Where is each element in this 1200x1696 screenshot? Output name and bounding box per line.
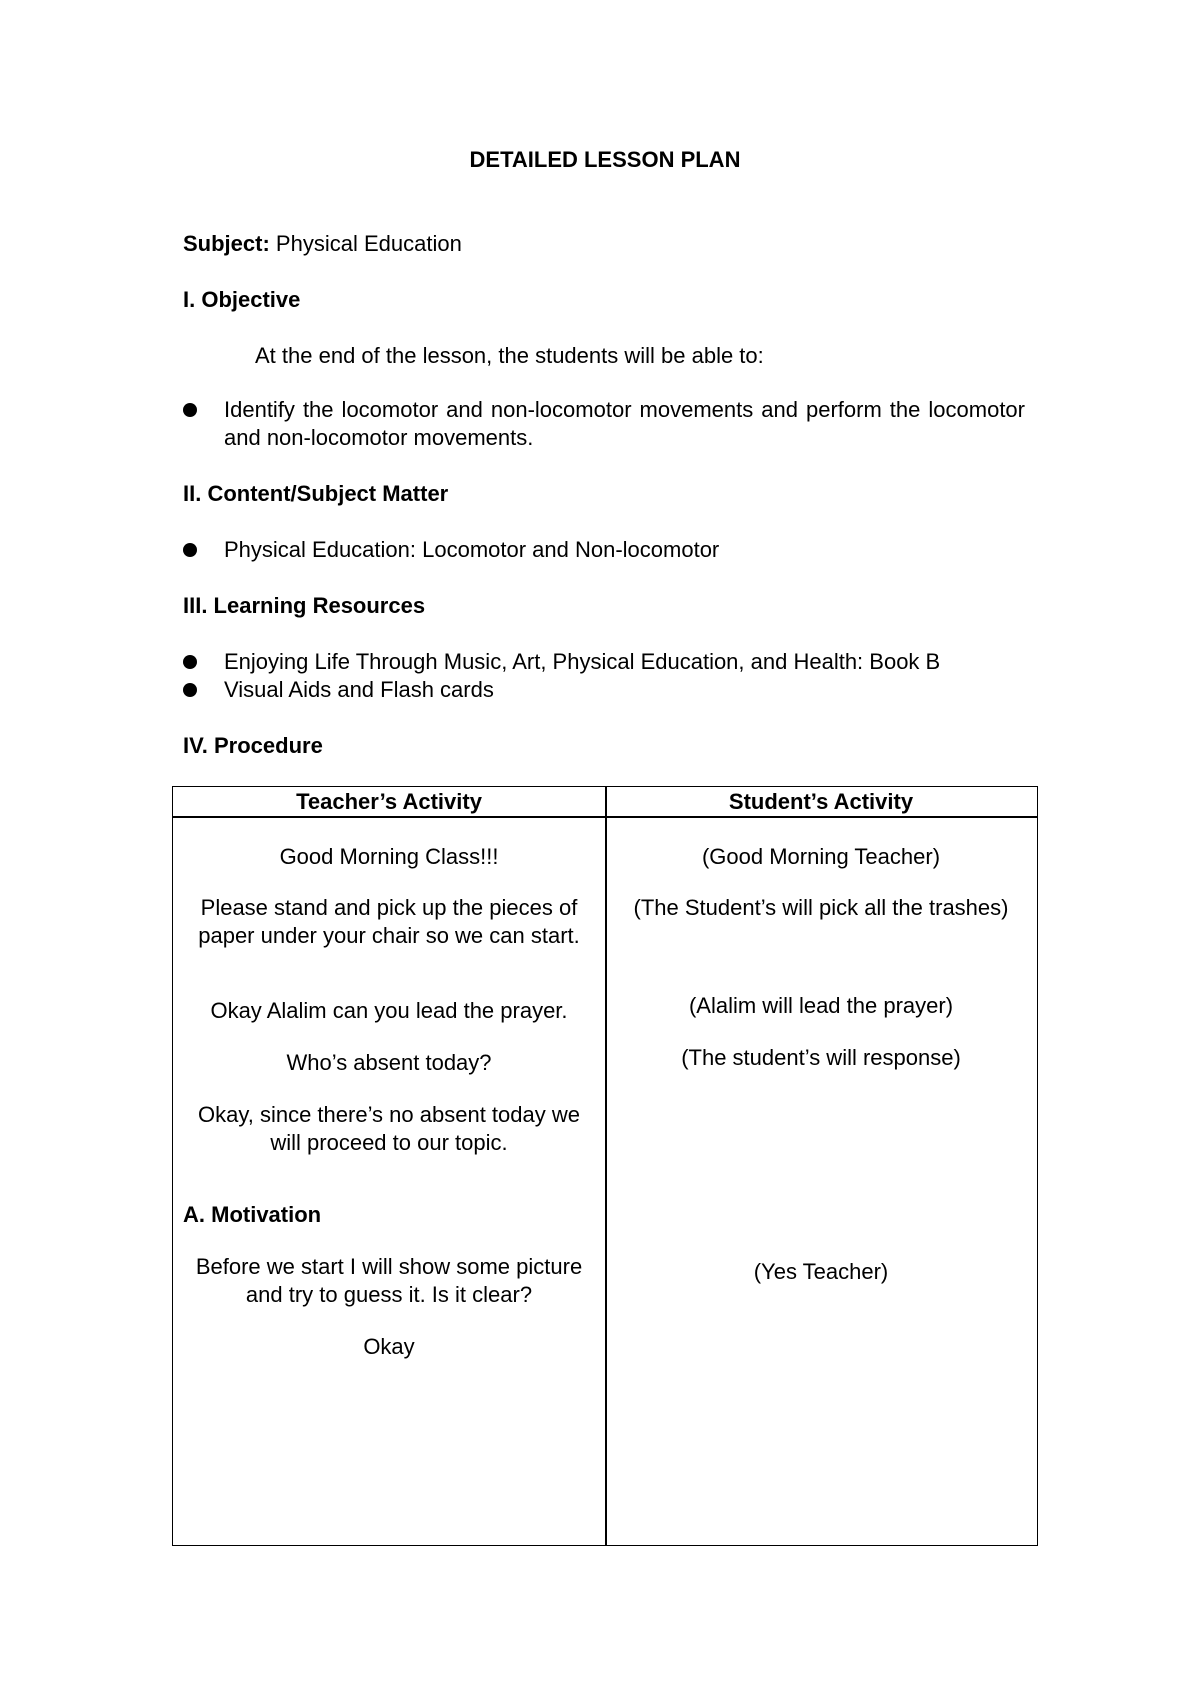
bullet-icon <box>183 403 197 417</box>
page-title: DETAILED LESSON PLAN <box>469 147 741 172</box>
subject-value: Physical Education <box>275 231 462 256</box>
column-divider <box>605 787 607 1545</box>
bullet-icon <box>183 543 197 557</box>
objective-heading: I. Objective <box>183 287 301 312</box>
teacher-line: Good Morning Class!!! <box>279 844 499 869</box>
bullet-icon <box>183 683 197 697</box>
student-line: (The Student’s will pick all the trashes) <box>633 895 1009 920</box>
resources-heading: III. Learning Resources <box>183 593 426 618</box>
student-activity-header: Student’s Activity <box>728 789 914 814</box>
objective-bullet-text: Identify the locomotor and non-locomotor movements and perform the locomotor and non-locomotor movements. <box>224 397 1025 450</box>
teacher-line: Before we start I will show some picture and try to guess it. Is it clear? <box>195 1254 583 1307</box>
content-heading: II. Content/Subject Matter <box>183 481 449 506</box>
teacher-line: Okay <box>363 1334 415 1359</box>
procedure-table <box>172 786 1038 1546</box>
objective-intro: At the end of the lesson, the students will be able to: <box>255 343 764 368</box>
teacher-line: Please stand and pick up the pieces of paper under your chair so we can start. <box>198 895 580 948</box>
motivation-heading: A. Motivation <box>183 1202 322 1227</box>
subject-line <box>183 230 462 258</box>
content-bullet-text: Physical Education: Locomotor and Non-locomotor <box>224 537 720 562</box>
student-line: (Good Morning Teacher) <box>701 844 941 869</box>
resources-bullet <box>183 676 1025 704</box>
subject-label: Subject: <box>183 231 270 256</box>
bullet-icon <box>183 655 197 669</box>
resources-bullet-text: Enjoying Life Through Music, Art, Physical Education, and Health: Book B <box>224 649 941 674</box>
teacher-line: Okay Alalim can you lead the prayer. <box>210 998 568 1023</box>
student-line: (Yes Teacher) <box>753 1259 889 1284</box>
procedure-heading: IV. Procedure <box>183 733 323 758</box>
teacher-activity-header: Teacher’s Activity <box>296 789 482 814</box>
resources-bullet-text: Visual Aids and Flash cards <box>224 677 494 702</box>
student-line: (The student’s will response) <box>681 1045 961 1070</box>
student-line: (Alalim will lead the prayer) <box>688 993 954 1018</box>
objective-bullet <box>183 396 1025 452</box>
resources-bullet <box>183 648 1025 676</box>
content-bullet <box>183 536 1025 564</box>
teacher-line: Who’s absent today? <box>286 1050 492 1075</box>
teacher-line: Okay, since there’s no absent today we will proceed to our topic. <box>198 1102 580 1155</box>
